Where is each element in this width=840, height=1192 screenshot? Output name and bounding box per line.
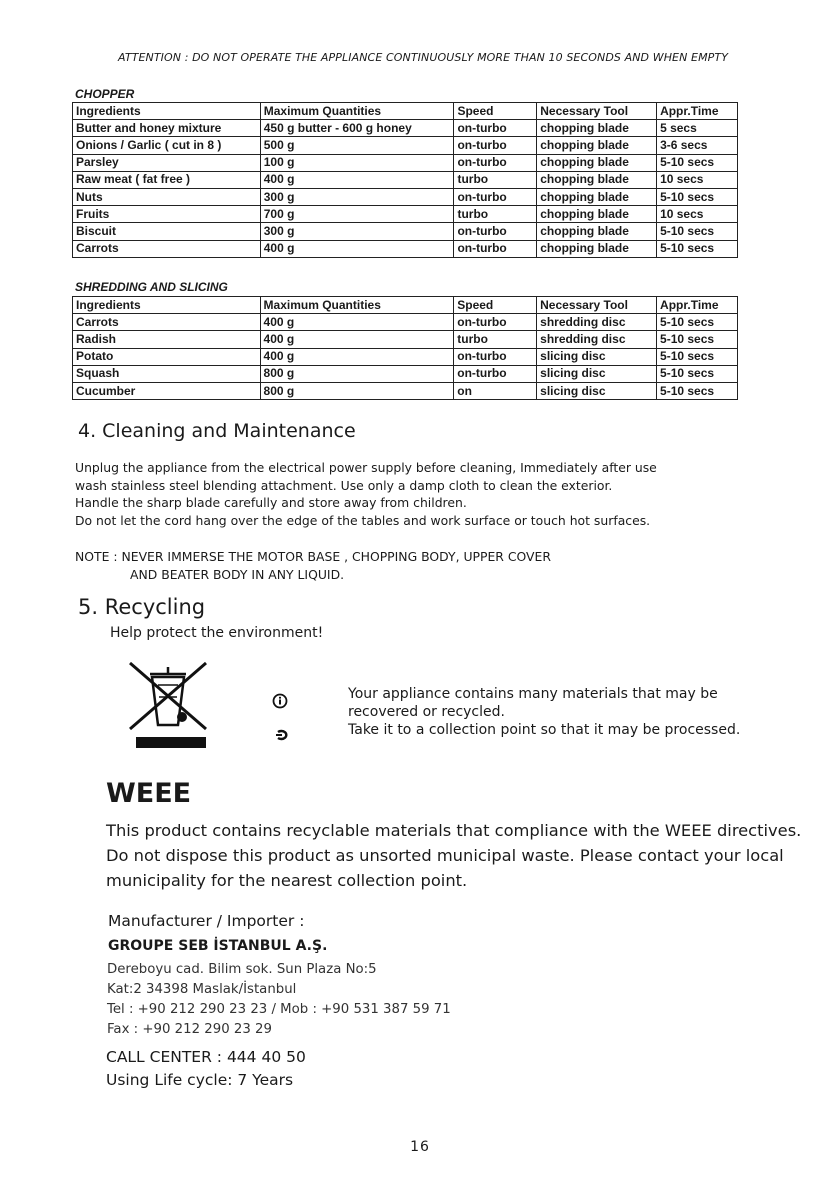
table-row bbox=[73, 382, 738, 399]
recycling-text bbox=[348, 685, 740, 739]
quantity-cell: 400 g bbox=[260, 171, 454, 188]
tool-cell: shredding disc bbox=[537, 314, 657, 331]
ingredient-cell: Cucumber bbox=[73, 382, 261, 399]
table-row bbox=[73, 137, 738, 154]
table-row bbox=[73, 223, 738, 240]
company-address bbox=[107, 960, 451, 1040]
recycling-line: recovered or recycled. bbox=[348, 704, 505, 720]
table-row bbox=[73, 154, 738, 171]
contact-block bbox=[106, 1046, 306, 1092]
quantity-cell: 800 g bbox=[260, 365, 454, 382]
chopper-table bbox=[72, 102, 738, 258]
attention-warning: ATTENTION : DO NOT OPERATE THE APPLIANCE CONTINUOUSLY MORE THAN 10 SECONDS AND WHEN EMPTY bbox=[118, 51, 729, 64]
speed-cell: on-turbo bbox=[454, 154, 537, 171]
recycling-subheading: Help protect the environment! bbox=[110, 625, 324, 641]
weee-line: municipality for the nearest collection point. bbox=[106, 871, 468, 890]
time-cell: 5-10 secs bbox=[657, 240, 738, 257]
speed-cell: on-turbo bbox=[454, 240, 537, 257]
recycling-line: Your appliance contains many materials that may be bbox=[348, 686, 718, 702]
time-cell: 10 secs bbox=[657, 171, 738, 188]
time-cell: 3-6 secs bbox=[657, 137, 738, 154]
tool-cell: chopping blade bbox=[537, 137, 657, 154]
ingredient-cell: Radish bbox=[73, 331, 261, 348]
quantity-cell: 500 g bbox=[260, 137, 454, 154]
ingredient-cell: Fruits bbox=[73, 206, 261, 223]
crossed-out-wheelie-bin-icon bbox=[118, 657, 218, 752]
ingredient-cell: Potato bbox=[73, 348, 261, 365]
quantity-cell: 400 g bbox=[260, 314, 454, 331]
speed-cell: turbo bbox=[454, 171, 537, 188]
speed-cell: Speed bbox=[454, 297, 537, 314]
company-name: GROUPE SEB İSTANBUL A.Ş. bbox=[108, 938, 328, 954]
speed-cell: on-turbo bbox=[454, 137, 537, 154]
ingredient-cell: Ingredients bbox=[73, 103, 261, 120]
tool-cell: chopping blade bbox=[537, 223, 657, 240]
arrow-icon bbox=[275, 729, 291, 741]
time-cell: 5 secs bbox=[657, 120, 738, 137]
time-cell: Appr.Time bbox=[657, 297, 738, 314]
speed-cell: turbo bbox=[454, 331, 537, 348]
ingredient-cell: Squash bbox=[73, 365, 261, 382]
time-cell: 5-10 secs bbox=[657, 331, 738, 348]
ingredient-cell: Parsley bbox=[73, 154, 261, 171]
speed-cell: on-turbo bbox=[454, 223, 537, 240]
tool-cell: chopping blade bbox=[537, 171, 657, 188]
tool-cell: chopping blade bbox=[537, 120, 657, 137]
ingredient-cell: Butter and honey mixture bbox=[73, 120, 261, 137]
table-row bbox=[73, 188, 738, 205]
table-row bbox=[73, 120, 738, 137]
chopper-section-title: CHOPPER bbox=[75, 87, 135, 101]
table-row bbox=[73, 348, 738, 365]
tool-cell: chopping blade bbox=[537, 154, 657, 171]
quantity-cell: Maximum Quantities bbox=[260, 297, 454, 314]
phone-line: Tel : +90 212 290 23 23 / Mob : +90 531 387 59 71 bbox=[107, 1002, 451, 1017]
tool-cell: Necessary Tool bbox=[537, 103, 657, 120]
manufacturer-label: Manufacturer / Importer : bbox=[108, 912, 305, 930]
shredding-table bbox=[72, 296, 738, 400]
tool-cell: slicing disc bbox=[537, 348, 657, 365]
time-cell: 5-10 secs bbox=[657, 348, 738, 365]
weee-title: WEEE bbox=[106, 778, 192, 809]
table-row bbox=[73, 365, 738, 382]
note-line: AND BEATER BODY IN ANY LIQUID. bbox=[130, 566, 345, 582]
table-row bbox=[73, 206, 738, 223]
ingredient-cell: Carrots bbox=[73, 314, 261, 331]
speed-cell: on-turbo bbox=[454, 314, 537, 331]
quantity-cell: 800 g bbox=[260, 382, 454, 399]
tool-cell: slicing disc bbox=[537, 365, 657, 382]
ingredient-cell: Ingredients bbox=[73, 297, 261, 314]
quantity-cell: 400 g bbox=[260, 240, 454, 257]
table-row bbox=[73, 314, 738, 331]
weee-paragraph bbox=[106, 818, 801, 893]
address-line: Dereboyu cad. Bilim sok. Sun Plaza No:5 bbox=[107, 962, 377, 977]
recycling-heading: 5. Recycling bbox=[78, 595, 206, 619]
time-cell: 5-10 secs bbox=[657, 365, 738, 382]
time-cell: 5-10 secs bbox=[657, 223, 738, 240]
ingredient-cell: Raw meat ( fat free ) bbox=[73, 171, 261, 188]
ingredient-cell: Onions / Garlic ( cut in 8 ) bbox=[73, 137, 261, 154]
quantity-cell: 400 g bbox=[260, 331, 454, 348]
speed-cell: on-turbo bbox=[454, 188, 537, 205]
speed-cell: turbo bbox=[454, 206, 537, 223]
cleaning-line: Handle the sharp blade carefully and store away from children. bbox=[75, 495, 467, 510]
tool-cell: shredding disc bbox=[537, 331, 657, 348]
speed-cell: Speed bbox=[454, 103, 537, 120]
ingredient-cell: Carrots bbox=[73, 240, 261, 257]
quantity-cell: 300 g bbox=[260, 223, 454, 240]
tool-cell: chopping blade bbox=[537, 188, 657, 205]
tool-cell: slicing disc bbox=[537, 382, 657, 399]
address-line: Kat:2 34398 Maslak/İstanbul bbox=[107, 982, 297, 997]
quantity-cell: 450 g butter - 600 g honey bbox=[260, 120, 454, 137]
cleaning-line: Unplug the appliance from the electrical power supply before cleaning, Immediately after use bbox=[75, 460, 657, 475]
quantity-cell: 100 g bbox=[260, 154, 454, 171]
time-cell: Appr.Time bbox=[657, 103, 738, 120]
page-number: 16 bbox=[410, 1139, 430, 1155]
time-cell: 5-10 secs bbox=[657, 154, 738, 171]
quantity-cell: 300 g bbox=[260, 188, 454, 205]
time-cell: 5-10 secs bbox=[657, 314, 738, 331]
weee-line: Do not dispose this product as unsorted municipal waste. Please contact your local bbox=[106, 846, 784, 865]
cleaning-paragraph bbox=[75, 459, 657, 529]
life-cycle: Using Life cycle: 7 Years bbox=[106, 1071, 294, 1089]
call-center: CALL CENTER : 444 40 50 bbox=[106, 1048, 306, 1066]
speed-cell: on-turbo bbox=[454, 120, 537, 137]
ingredient-cell: Nuts bbox=[73, 188, 261, 205]
time-cell: 10 secs bbox=[657, 206, 738, 223]
time-cell: 5-10 secs bbox=[657, 188, 738, 205]
cleaning-note bbox=[75, 548, 551, 583]
time-cell: 5-10 secs bbox=[657, 382, 738, 399]
quantity-cell: 700 g bbox=[260, 206, 454, 223]
info-icon bbox=[272, 693, 288, 709]
shredding-section-title: SHREDDING AND SLICING bbox=[75, 280, 228, 294]
cleaning-line: wash stainless steel blending attachment. Use only a damp cloth to clean the exterior. bbox=[75, 477, 613, 493]
tool-cell: chopping blade bbox=[537, 240, 657, 257]
speed-cell: on bbox=[454, 382, 537, 399]
tool-cell: Necessary Tool bbox=[537, 297, 657, 314]
table-row bbox=[73, 331, 738, 348]
recycling-line: Take it to a collection point so that it may be processed. bbox=[348, 722, 741, 738]
header-row bbox=[73, 103, 738, 120]
speed-cell: on-turbo bbox=[454, 348, 537, 365]
speed-cell: on-turbo bbox=[454, 365, 537, 382]
table-row bbox=[73, 171, 738, 188]
cleaning-heading: 4. Cleaning and Maintenance bbox=[78, 420, 356, 442]
cleaning-line: Do not let the cord hang over the edge of the tables and work surface or touch hot surfaces. bbox=[75, 512, 651, 528]
ingredient-cell: Biscuit bbox=[73, 223, 261, 240]
table-row bbox=[73, 240, 738, 257]
quantity-cell: Maximum Quantities bbox=[260, 103, 454, 120]
tool-cell: chopping blade bbox=[537, 206, 657, 223]
weee-line: This product contains recyclable materials that compliance with the WEEE directives. bbox=[106, 821, 802, 840]
quantity-cell: 400 g bbox=[260, 348, 454, 365]
header-row bbox=[73, 297, 738, 314]
note-line: NOTE : NEVER IMMERSE THE MOTOR BASE , CHOPPING BODY, UPPER COVER bbox=[75, 549, 551, 564]
fax-line: Fax : +90 212 290 23 29 bbox=[107, 1022, 272, 1037]
